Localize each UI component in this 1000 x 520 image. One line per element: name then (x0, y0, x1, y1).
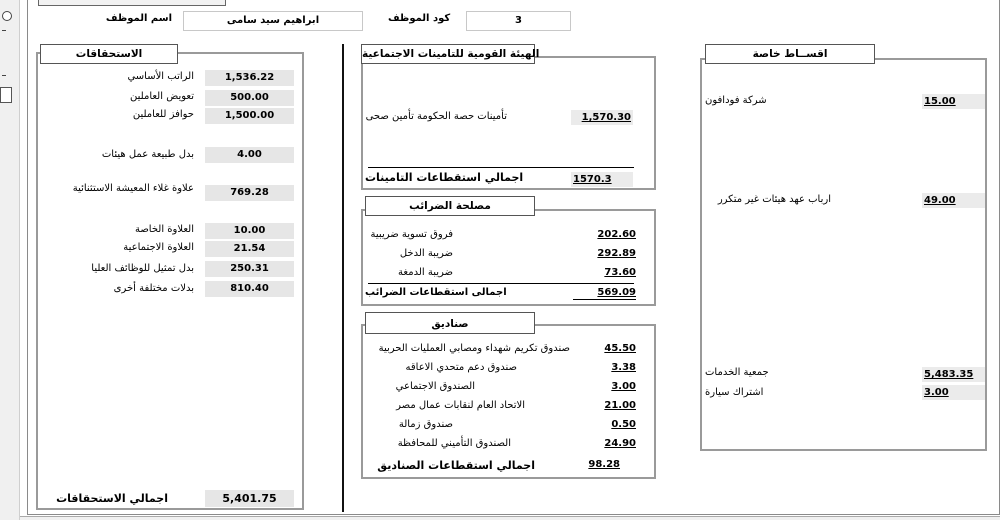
taxes-total-label: اجمالى استقطاعات الضرائب (365, 287, 507, 298)
entitlement-value: 4.00 (205, 147, 294, 163)
bottom-bar (20, 516, 1000, 520)
entitlement-label: العلاوة الخاصة (134, 224, 194, 235)
entitlement-value: 1,500.00 (205, 108, 294, 124)
entitlement-value: 810.40 (205, 281, 294, 297)
entitlement-label: بدل طبيعة عمل هيئات (101, 149, 194, 160)
insurance-total-value: 1570.3 (571, 172, 633, 187)
installment-value: 3.00 (922, 385, 985, 400)
funds-total-label: اجمالي استقطاعات الصناديق (377, 459, 535, 472)
installment-label: جمعية الخدمات (705, 367, 769, 378)
installment-label: شركة فودافون (705, 95, 767, 106)
fund-label: صندوق زمالة (398, 419, 453, 430)
tax-value: 202.60 (597, 229, 636, 240)
divider (2, 75, 6, 76)
employee-code-field[interactable]: 3 (466, 11, 571, 31)
funds-title: صناديق (365, 312, 535, 334)
entitlement-label: علاوة غلاء المعيشة الاستثنائية (72, 183, 194, 194)
tax-label: ضريبة الدخل (399, 248, 453, 259)
entitlement-label: بدلات مختلفة أخرى (113, 283, 194, 294)
installment-value: 15.00 (922, 94, 985, 109)
fund-value: 24.90 (604, 438, 636, 449)
installments-title: اقســاط خاصة (705, 44, 875, 64)
entitlement-label: بدل تمثيل للوظائف العليا (91, 263, 194, 274)
tax-value: 73.60 (604, 267, 636, 278)
entitlement-value: 10.00 (205, 223, 294, 239)
tax-value: 292.89 (597, 248, 636, 259)
tax-label: فروق تسوية ضريبية (370, 229, 453, 240)
side-input[interactable] (0, 87, 12, 103)
fund-value: 45.50 (604, 343, 636, 354)
tax-label: ضريبة الدمغة (398, 267, 453, 278)
entitlements-total-value: 5,401.75 (205, 490, 294, 507)
entitlements-title: الاستحقاقات (40, 44, 178, 64)
column-separator (342, 44, 344, 512)
entitlement-label: حوافز للعاملين (132, 109, 194, 120)
installment-value: 49.00 (922, 193, 985, 208)
top-button[interactable] (38, 0, 226, 6)
insurance-total-label: اجمالي استقطاعات التامينات (365, 171, 524, 184)
fund-label: الصندوق الاجتماعي (395, 381, 475, 392)
fund-value: 3.38 (611, 362, 636, 373)
fund-value: 21.00 (604, 400, 636, 411)
divider (368, 283, 634, 284)
entitlement-value: 769.28 (205, 185, 294, 201)
insurance-title: الهيئة القومية للتامينات الاجتماعية (361, 44, 535, 64)
fund-value: 3.00 (611, 381, 636, 392)
entitlement-label: تعويض العاملين (130, 91, 194, 102)
divider (573, 299, 636, 300)
fund-label: الصندوق التأميني للمحافظة (397, 438, 511, 449)
funds-total-value: 98.28 (588, 459, 620, 470)
fund-label: صندوق تكريم شهداء ومصابي العمليات الحربية (378, 343, 570, 354)
entitlement-label: الراتب الأساسي (127, 71, 194, 82)
entitlement-value: 250.31 (205, 261, 294, 277)
entitlement-value: 21.54 (205, 241, 294, 257)
entitlement-value: 500.00 (205, 90, 294, 106)
entitlement-label: العلاوة الاجتماعية (123, 242, 194, 253)
employee-name-field[interactable]: ابراهيم سيد سامى (183, 11, 363, 31)
taxes-total-value: 569.09 (597, 287, 636, 298)
employee-code-label: كود الموظف (388, 13, 451, 24)
divider (2, 30, 6, 31)
employee-name-label: اسم الموظف (105, 13, 172, 24)
fund-label: الاتحاد العام لنقابات عمال مصر (396, 400, 525, 411)
installment-label: اشتراك سيارة (705, 387, 764, 398)
taxes-title: مصلحة الضرائب (365, 196, 535, 216)
fund-label: صندوق دعم متحدي الاعاقه (405, 362, 517, 373)
entitlements-total-label: اجمالي الاستحقاقات (56, 492, 168, 505)
radio-button[interactable] (2, 11, 12, 21)
fund-value: 0.50 (611, 419, 636, 430)
installment-label: ارباب عهد هيئات غير متكرر (717, 194, 831, 205)
divider (368, 167, 634, 168)
insurance-item-label: تأمينات حصة الحكومة تأمين صحى (365, 111, 507, 122)
insurance-item-value: 1,570.30 (571, 110, 633, 125)
left-strip (0, 0, 20, 520)
entitlement-value: 1,536.22 (205, 70, 294, 86)
installment-value: 5,483.35 (922, 367, 985, 382)
